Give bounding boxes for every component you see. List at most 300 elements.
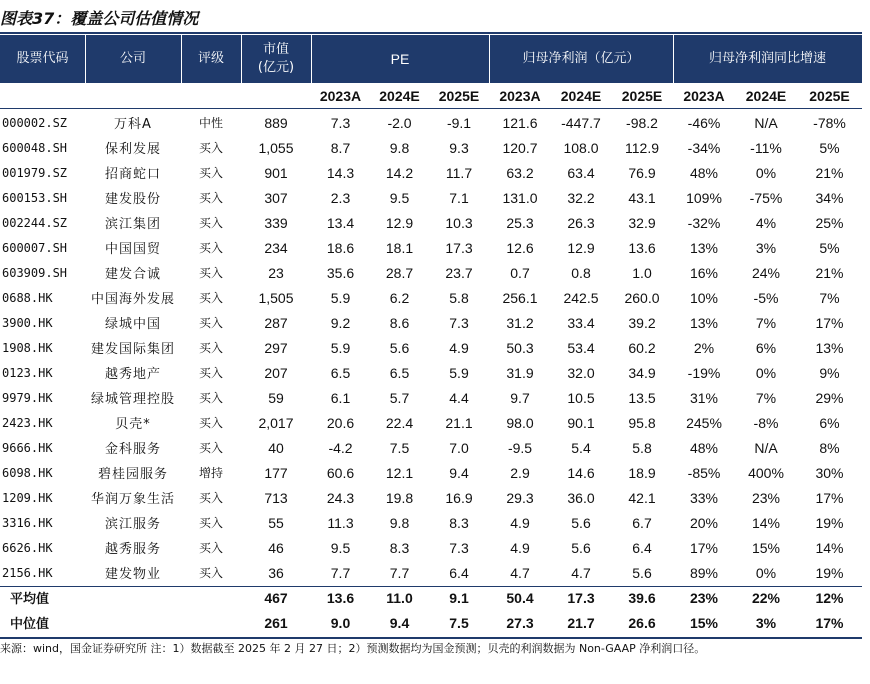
pe-value: 13.6: [326, 589, 355, 606]
pe-value: 11.7: [445, 164, 473, 181]
company-name: 建发合诚: [104, 267, 161, 282]
pe-value: 5.9: [330, 289, 351, 306]
year-pe-2025: 2025E: [438, 88, 480, 104]
profit-value: 256.1: [502, 289, 538, 306]
table-row: [0, 260, 862, 285]
growth-value: 14%: [751, 514, 781, 531]
table-row: [0, 485, 862, 510]
profit-value: 4.7: [510, 564, 530, 581]
pe-value: 6.4: [449, 564, 469, 581]
company-name: 华润万象生活: [90, 492, 175, 507]
pe-value: 7.7: [389, 564, 410, 581]
profit-value: 5.6: [571, 539, 591, 556]
profit-value: 31.2: [506, 314, 534, 331]
growth-value: 0%: [755, 164, 777, 181]
company-name: 碧桂园服务: [97, 467, 168, 482]
stock-code: 6098.HK: [2, 465, 53, 480]
header-pe: PE: [311, 35, 489, 83]
growth-value: 5%: [819, 239, 840, 256]
header-separator: [489, 35, 490, 83]
stock-code: 9979.HK: [2, 390, 53, 405]
profit-value: 131.0: [502, 189, 538, 206]
company-name: 保利发展: [104, 142, 161, 157]
header-mcap: 市值 (亿元): [241, 35, 311, 83]
pe-value: 9.5: [389, 189, 410, 206]
pe-value: 9.0: [330, 614, 351, 631]
pe-value: 9.4: [449, 464, 469, 481]
header-growth: 归母净利润同比增速: [673, 35, 862, 83]
rating: 买入: [198, 166, 223, 180]
growth-value: -46%: [687, 114, 721, 131]
profit-value: 29.3: [506, 489, 534, 506]
table-row: [0, 535, 862, 560]
pe-value: 11.0: [386, 589, 413, 606]
pe-value: 24.3: [326, 489, 355, 506]
stock-code: 603909.SH: [2, 265, 68, 280]
table-row: [0, 560, 862, 585]
summary-label: 平均值: [10, 592, 50, 607]
profit-value: 32.0: [567, 364, 595, 381]
profit-value: -447.7: [561, 114, 601, 131]
growth-value: 6%: [755, 339, 777, 356]
market-cap: 339: [264, 214, 288, 231]
growth-value: 24%: [751, 264, 781, 281]
rating: 买入: [198, 366, 223, 380]
table-row: [0, 510, 862, 535]
rating: 中性: [198, 116, 223, 130]
growth-value: 12%: [815, 589, 844, 606]
header-separator: [241, 35, 242, 83]
year-profit-2024: 2024E: [560, 88, 602, 104]
stock-code: 1209.HK: [2, 490, 53, 505]
source-footnote: 来源：wind，国金证券研究所 注：1）数据截至 2025 年 2 月 27 日；2）预测数据均为国金预测；贝壳的利润数据为 Non-GAAP 净利润口径。: [0, 642, 706, 655]
profit-value: 260.0: [624, 289, 660, 306]
company-name: 万科A: [114, 117, 152, 132]
company-name: 越秀地产: [104, 367, 161, 382]
growth-value: 10%: [689, 289, 719, 306]
table-row: [0, 160, 862, 185]
pe-value: 8.7: [330, 139, 351, 156]
profit-value: 4.9: [510, 539, 530, 556]
pe-value: 13.4: [326, 214, 355, 231]
profit-value: 13.6: [628, 239, 656, 256]
profit-value: 5.6: [632, 564, 652, 581]
pe-value: 10.3: [445, 214, 473, 231]
growth-value: 245%: [686, 414, 722, 431]
growth-value: 3%: [755, 614, 777, 631]
growth-value: 9%: [819, 364, 840, 381]
growth-value: 0%: [755, 564, 777, 581]
company-name: 滨江服务: [104, 517, 161, 532]
market-cap: 55: [268, 514, 284, 531]
profit-value: 50.4: [506, 589, 534, 606]
profit-value: 98.0: [506, 414, 534, 431]
pe-value: 14.2: [385, 164, 414, 181]
rating: 买入: [198, 566, 223, 580]
profit-value: 42.1: [628, 489, 656, 506]
growth-value: 3%: [755, 239, 777, 256]
pe-value: -4.2: [328, 439, 353, 456]
pe-value: 9.8: [389, 514, 410, 531]
growth-value: 400%: [748, 464, 784, 481]
header-separator: [673, 35, 674, 83]
profit-value: 4.7: [571, 564, 591, 581]
pe-value: 19.8: [385, 489, 414, 506]
year-pe-2024: 2024E: [379, 88, 420, 104]
market-cap: 234: [264, 239, 288, 256]
profit-value: 95.8: [628, 414, 656, 431]
profit-value: 5.8: [632, 439, 652, 456]
pe-value: 9.3: [449, 139, 469, 156]
pe-value: 60.6: [326, 464, 355, 481]
company-name: 绿城管理控股: [90, 392, 175, 407]
profit-value: 43.1: [628, 189, 656, 206]
profit-value: 108.0: [563, 139, 599, 156]
table-row: [0, 235, 862, 260]
company-name: 建发国际集团: [90, 342, 175, 357]
profit-value: 33.4: [567, 314, 595, 331]
pe-value: 7.0: [449, 439, 469, 456]
profit-value: 39.6: [628, 589, 656, 606]
profit-value: 12.9: [567, 239, 595, 256]
profit-value: 12.6: [506, 239, 534, 256]
table-row: [0, 335, 862, 360]
rating: 买入: [198, 141, 223, 155]
growth-value: 14%: [815, 539, 844, 556]
stock-code: 2156.HK: [2, 565, 53, 580]
pe-value: 21.1: [445, 414, 473, 431]
table-bottom-rule: [0, 637, 862, 639]
pe-value: 11.3: [327, 514, 354, 531]
growth-value: 0%: [755, 364, 777, 381]
pe-value: 5.8: [449, 289, 469, 306]
growth-value: 22%: [751, 589, 781, 606]
profit-value: 0.7: [510, 264, 530, 281]
rating: 买入: [198, 441, 223, 455]
rating: 买入: [198, 541, 223, 555]
growth-value: 34%: [815, 189, 844, 206]
market-cap: 59: [268, 389, 284, 406]
profit-value: -9.5: [507, 439, 533, 456]
year-growth-2024: 2024E: [745, 88, 787, 104]
pe-value: 17.3: [445, 239, 473, 256]
rating: 买入: [198, 266, 223, 280]
growth-value: 19%: [815, 564, 844, 581]
company-name: 越秀服务: [104, 542, 161, 557]
growth-value: 17%: [815, 314, 844, 331]
profit-value: 5.6: [571, 514, 591, 531]
profit-value: 18.9: [628, 464, 656, 481]
header-company: 公司: [85, 35, 181, 83]
profit-value: 2.9: [510, 464, 530, 481]
pe-value: 16.9: [445, 489, 473, 506]
rating: 买入: [198, 516, 223, 530]
market-cap: 713: [264, 489, 288, 506]
growth-value: 89%: [689, 564, 719, 581]
profit-value: 121.6: [502, 114, 538, 131]
pe-value: 20.6: [326, 414, 355, 431]
company-name: 建发股份: [104, 192, 161, 207]
company-name: 滨江集团: [104, 217, 161, 232]
growth-value: 7%: [755, 314, 777, 331]
growth-value: -32%: [687, 214, 721, 231]
table-row: [0, 460, 862, 485]
growth-value: -34%: [687, 139, 721, 156]
pe-value: -9.1: [446, 114, 472, 131]
growth-value: 16%: [689, 264, 719, 281]
table-row: [0, 360, 862, 385]
year-profit-2023: 2023A: [499, 88, 541, 104]
rating: 买入: [198, 191, 223, 205]
pe-value: 9.2: [330, 314, 351, 331]
summary-divider: [0, 586, 862, 587]
profit-value: 26.6: [628, 614, 656, 631]
rating: 买入: [198, 316, 223, 330]
profit-value: 6.4: [632, 539, 652, 556]
company-name: 中国国贸: [104, 242, 161, 257]
profit-value: 36.0: [567, 489, 595, 506]
growth-value: 31%: [689, 389, 719, 406]
growth-value: N/A: [754, 114, 778, 131]
growth-value: 15%: [689, 614, 719, 631]
growth-value: 8%: [819, 439, 840, 456]
profit-value: 27.3: [506, 614, 534, 631]
company-name: 招商蛇口: [104, 167, 161, 182]
stock-code: 002244.SZ: [2, 215, 68, 230]
growth-value: 20%: [689, 514, 719, 531]
pe-value: 18.6: [326, 239, 355, 256]
year-profit-2025: 2025E: [621, 88, 663, 104]
profit-value: 21.7: [567, 614, 595, 631]
pe-value: 7.5: [449, 614, 469, 631]
pe-value: 7.5: [389, 439, 410, 456]
pe-value: 18.1: [385, 239, 414, 256]
market-cap: 2,017: [258, 414, 294, 431]
profit-value: 39.2: [628, 314, 656, 331]
pe-value: 4.9: [449, 339, 469, 356]
pe-value: 8.3: [449, 514, 469, 531]
rating: 买入: [198, 391, 223, 405]
rating: 增持: [198, 466, 223, 480]
growth-value: -8%: [753, 414, 779, 431]
growth-value: 13%: [689, 239, 719, 256]
growth-value: 7%: [819, 289, 840, 306]
title-divider: [0, 32, 862, 34]
pe-value: 6.1: [330, 389, 351, 406]
pe-value: 23.7: [445, 264, 473, 281]
profit-value: 34.9: [628, 364, 656, 381]
summary-row: [0, 585, 862, 610]
profit-value: -98.2: [626, 114, 658, 131]
stock-code: 600007.SH: [2, 240, 68, 255]
chart-title: 图表37：覆盖公司估值情况: [0, 9, 199, 28]
stock-code: 600048.SH: [2, 140, 68, 155]
year-pe-2023: 2023A: [319, 88, 362, 104]
pe-value: 5.9: [449, 364, 469, 381]
market-cap: 1,055: [258, 139, 294, 156]
stock-code: 001979.SZ: [2, 165, 68, 180]
profit-value: 53.4: [567, 339, 595, 356]
company-name: 中国海外发展: [90, 292, 175, 307]
stock-code: 1908.HK: [2, 340, 53, 355]
growth-value: -75%: [749, 189, 783, 206]
summary-row: [0, 610, 862, 635]
profit-value: 32.9: [628, 214, 656, 231]
pe-value: 8.6: [389, 314, 410, 331]
profit-value: 1.0: [632, 264, 652, 281]
growth-value: 25%: [815, 214, 844, 231]
growth-value: 6%: [819, 414, 840, 431]
growth-value: 23%: [751, 489, 781, 506]
pe-value: 7.3: [449, 314, 469, 331]
table-row: [0, 135, 862, 160]
subheader-divider: [0, 108, 862, 109]
header-rating: 评级: [181, 35, 241, 83]
rating: 买入: [198, 291, 223, 305]
header-separator: [181, 35, 182, 83]
market-cap: 36: [268, 564, 284, 581]
header-separator: [311, 35, 312, 83]
profit-value: 10.5: [567, 389, 595, 406]
pe-value: 12.9: [385, 214, 414, 231]
pe-value: 9.1: [449, 589, 469, 606]
profit-value: 5.4: [571, 439, 591, 456]
pe-value: -2.0: [387, 114, 412, 131]
profit-value: 32.2: [567, 189, 595, 206]
stock-code: 600153.SH: [2, 190, 68, 205]
valuation-table: [0, 110, 862, 635]
table-row: [0, 110, 862, 135]
stock-code: 000002.SZ: [2, 115, 68, 130]
profit-value: 9.7: [510, 389, 530, 406]
company-name: 金科服务: [104, 442, 161, 457]
market-cap: 177: [264, 464, 288, 481]
pe-value: 35.6: [326, 264, 355, 281]
growth-value: 30%: [815, 464, 844, 481]
growth-value: 17%: [815, 614, 844, 631]
profit-value: 90.1: [567, 414, 595, 431]
market-cap: 1,505: [258, 289, 294, 306]
market-cap: 23: [268, 264, 284, 281]
profit-value: 60.2: [628, 339, 656, 356]
pe-value: 7.7: [330, 564, 351, 581]
table-row: [0, 210, 862, 235]
profit-value: 242.5: [563, 289, 599, 306]
rating: 买入: [198, 341, 223, 355]
growth-value: -78%: [813, 114, 846, 131]
header-code: 股票代码: [0, 35, 85, 83]
year-growth-2025: 2025E: [809, 88, 850, 104]
pe-value: 14.3: [326, 164, 355, 181]
pe-value: 7.3: [330, 114, 351, 131]
pe-value: 5.9: [330, 339, 351, 356]
pe-value: 5.7: [389, 389, 410, 406]
profit-value: 0.8: [571, 264, 591, 281]
growth-value: 29%: [815, 389, 844, 406]
growth-value: 17%: [689, 539, 719, 556]
rating: 买入: [198, 491, 223, 505]
growth-value: 4%: [755, 214, 777, 231]
header-profit: 归母净利润（亿元）: [489, 35, 673, 83]
market-cap: 889: [264, 114, 288, 131]
growth-value: 21%: [815, 164, 844, 181]
growth-value: N/A: [754, 439, 778, 456]
pe-value: 12.1: [385, 464, 414, 481]
profit-value: 17.3: [567, 589, 595, 606]
profit-value: 31.9: [506, 364, 534, 381]
stock-code: 2423.HK: [2, 415, 53, 430]
profit-value: 25.3: [506, 214, 534, 231]
growth-value: 7%: [755, 389, 777, 406]
market-cap: 46: [268, 539, 284, 556]
table-row: [0, 285, 862, 310]
market-cap: 467: [264, 589, 288, 606]
profit-value: 26.3: [567, 214, 595, 231]
market-cap: 901: [264, 164, 288, 181]
growth-value: 109%: [686, 189, 722, 206]
pe-value: 9.5: [330, 539, 351, 556]
profit-value: 50.3: [506, 339, 534, 356]
stock-code: 0688.HK: [2, 290, 53, 305]
summary-label: 中位值: [10, 617, 50, 632]
pe-value: 6.5: [330, 364, 351, 381]
pe-value: 8.3: [389, 539, 410, 556]
rating: 买入: [198, 416, 223, 430]
year-growth-2023: 2023A: [683, 88, 725, 104]
growth-value: 17%: [815, 489, 844, 506]
growth-value: -85%: [687, 464, 721, 481]
pe-value: 6.5: [389, 364, 410, 381]
profit-value: 6.7: [632, 514, 652, 531]
profit-value: 4.9: [510, 514, 530, 531]
growth-value: -19%: [687, 364, 721, 381]
growth-value: 19%: [815, 514, 844, 531]
market-cap: 287: [264, 314, 288, 331]
table-row: [0, 435, 862, 460]
growth-value: 23%: [689, 589, 719, 606]
header-separator: [85, 35, 86, 83]
growth-value: 48%: [689, 439, 719, 456]
profit-value: 63.4: [567, 164, 595, 181]
pe-value: 4.4: [449, 389, 469, 406]
stock-code: 3900.HK: [2, 315, 53, 330]
stock-code: 9666.HK: [2, 440, 53, 455]
market-cap: 40: [268, 439, 284, 456]
market-cap: 261: [264, 614, 288, 631]
profit-value: 112.9: [625, 139, 659, 156]
rating: 买入: [198, 241, 223, 255]
growth-value: 33%: [689, 489, 719, 506]
profit-value: 76.9: [628, 164, 656, 181]
pe-value: 9.8: [389, 139, 410, 156]
table-row: [0, 310, 862, 335]
growth-value: 13%: [689, 314, 719, 331]
stock-code: 6626.HK: [2, 540, 53, 555]
profit-value: 120.7: [502, 139, 538, 156]
pe-value: 22.4: [385, 414, 414, 431]
growth-value: -5%: [753, 289, 779, 306]
growth-value: -11%: [750, 139, 782, 156]
market-cap: 297: [264, 339, 288, 356]
pe-value: 7.1: [449, 189, 469, 206]
pe-value: 9.4: [389, 614, 410, 631]
market-cap: 207: [264, 364, 288, 381]
pe-value: 2.3: [330, 189, 351, 206]
growth-value: 5%: [819, 139, 840, 156]
growth-value: 48%: [689, 164, 719, 181]
pe-value: 7.3: [449, 539, 469, 556]
growth-value: 15%: [751, 539, 781, 556]
